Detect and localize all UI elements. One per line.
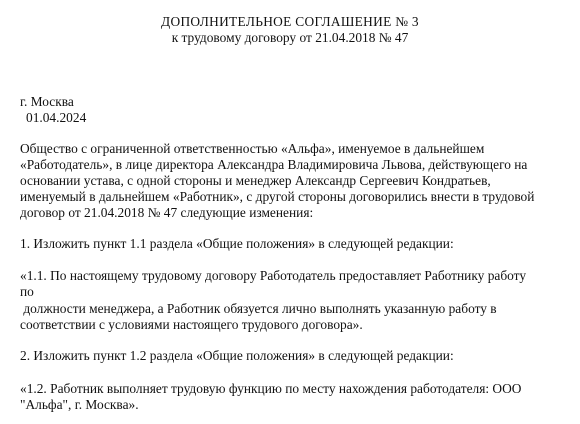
item1-line: должности менеджера, а Работник обязуется лично выполнять указанную работу в bbox=[20, 301, 497, 316]
intro-line: именуемый в дальнейшем «Работник», с другой стороны договорились внести в трудовой bbox=[20, 189, 535, 204]
intro-line: договор от 21.04.2018 № 47 следующие изменения: bbox=[20, 205, 314, 220]
intro-line: Общество с ограниченной ответственностью «Альфа», именуемое в дальнейшем bbox=[20, 141, 485, 156]
intro-line: основании устава, с одной стороны и менеджер Александр Сергеевич Кондратьев, bbox=[20, 173, 491, 188]
item2-heading: 2. Изложить пункт 1.2 раздела «Общие положения» в следующей редакции: bbox=[20, 348, 454, 363]
place: г. Москва bbox=[20, 94, 74, 109]
item2-line: «1.2. Работник выполняет трудовую функцию по месту нахождения работодателя: ООО bbox=[20, 381, 522, 396]
item1-line: соответствии с условиями настоящего трудового договора». bbox=[20, 317, 363, 332]
date: 01.04.2024 bbox=[26, 110, 87, 125]
item2-line: "Альфа", г. Москва». bbox=[20, 397, 139, 412]
document-subtitle: к трудовому договору от 21.04.2018 № 47 bbox=[171, 30, 409, 45]
item1-heading: 1. Изложить пункт 1.1 раздела «Общие положения» в следующей редакции: bbox=[20, 236, 454, 251]
document-title: ДОПОЛНИТЕЛЬНОЕ СОГЛАШЕНИЕ № 3 bbox=[161, 14, 419, 29]
item1-line: «1.1. По настоящему трудовому договору Работодатель предоставляет Работнику работу bbox=[20, 268, 527, 283]
item1-line: по bbox=[20, 284, 34, 299]
intro-line: «Работодатель», в лице директора Александра Владимировича Львова, действующего на bbox=[20, 157, 528, 172]
